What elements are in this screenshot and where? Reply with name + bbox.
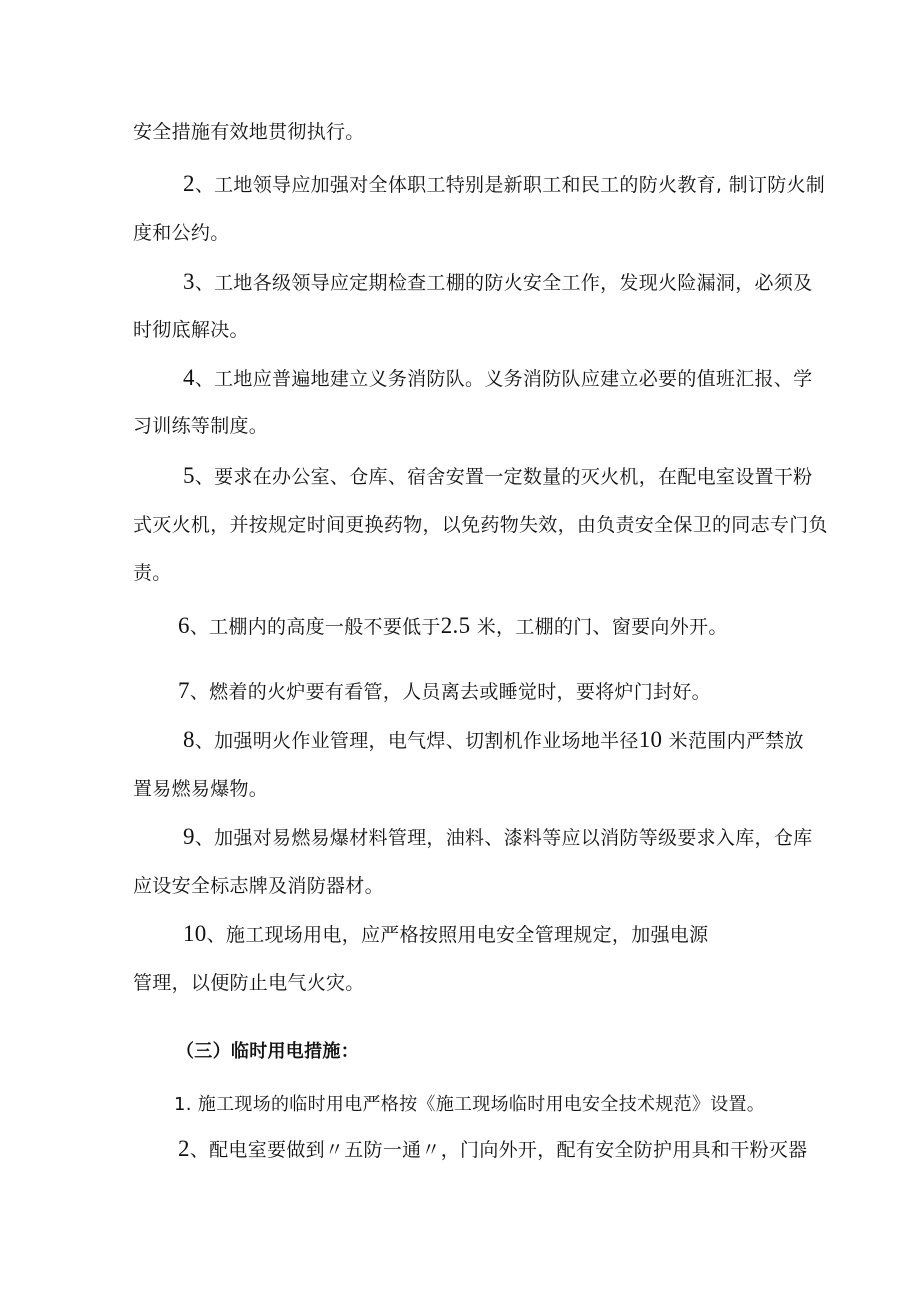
item-text: 米，工棚的门、窗要向外开。: [470, 616, 728, 638]
item-text: 米范围内严禁放: [662, 730, 804, 752]
paragraph-line: 安全措施有效地贯彻执行。: [133, 121, 365, 143]
list-item-sub-1: 1. 施工现场的临时用电严格按《施工现场临时用电安全技术规范》设置。: [174, 1094, 766, 1115]
list-item-sub-2: [178, 1137, 807, 1162]
paragraph-line: 式灭火机，并按规定时间更换药物，以免药物失效，由负责安全保卫的同志专门负: [133, 514, 828, 536]
item-number: 10: [183, 921, 207, 946]
paragraph-line: 习训练等制度。: [133, 415, 269, 437]
list-item-7: [178, 679, 711, 704]
list-item-8: [183, 728, 804, 753]
item-text: 、要求在办公室、仓库、宿舍安置一定数量的灭火机，在配电室设置干粉: [194, 466, 813, 488]
item-text: 、加强对易燃易爆材料管理，油料、漆料等应以消防等级要求入库，仓库: [194, 827, 813, 849]
item-text: 、加强明火作业管理，电气焊、切割机作业场地半径: [194, 730, 639, 752]
paragraph-line: 时彻底解决。: [133, 319, 249, 341]
radius-value: 10: [638, 727, 663, 752]
paragraph-line: 应设安全标志牌及消防器材。: [133, 875, 384, 897]
item-number: 3: [183, 269, 195, 294]
list-item-10: [183, 922, 708, 947]
item-number: 5: [183, 463, 195, 488]
item-text: 、工地应普遍地建立义务消防队。义务消防队应建立必要的值班汇报、学: [194, 368, 813, 390]
item-text: 、配电室要做到〃五防一通〃，门向外开，配有安全防护用具和干粉灭器: [189, 1139, 808, 1161]
item-text: 、燃着的火炉要有看管，人员离去或睡觉时，要将炉门封好。: [189, 681, 711, 703]
list-item-5: [183, 464, 812, 489]
item-number: 7: [178, 678, 190, 703]
paragraph-line: 管理，以便防止电气火灾。: [133, 972, 365, 994]
list-item-3: [183, 270, 812, 295]
item-text: 、工地领导应加强对全体职工特别是新职工和民工的防火教育, 制订防火制: [194, 174, 826, 196]
item-number: 4: [183, 365, 195, 390]
paragraph-line: 度和公约。: [133, 222, 230, 244]
list-item-6: [178, 614, 728, 639]
item-number: 8: [183, 727, 195, 752]
item-text: 、工地各级领导应定期检查工棚的防火安全工作，发现火险漏洞，必须及: [194, 272, 813, 294]
item-number: 9: [183, 824, 195, 849]
paragraph-line: 责。: [133, 562, 172, 584]
list-item-9: [183, 825, 812, 850]
item-number: 2: [183, 171, 195, 196]
section-heading: （三）临时用电措施：: [176, 1041, 359, 1062]
list-item-2: [183, 172, 825, 197]
item-number: 6: [178, 613, 190, 638]
item-text: 、施工现场用电，应严格按照用电安全管理规定，加强电源: [206, 924, 709, 946]
list-item-4: [183, 366, 812, 391]
item-text: 、工棚内的高度一般不要低于: [189, 616, 441, 638]
item-number: 2: [178, 1136, 190, 1161]
paragraph-line: 置易燃易爆物。: [133, 778, 269, 800]
height-value: 2.5: [440, 613, 471, 638]
